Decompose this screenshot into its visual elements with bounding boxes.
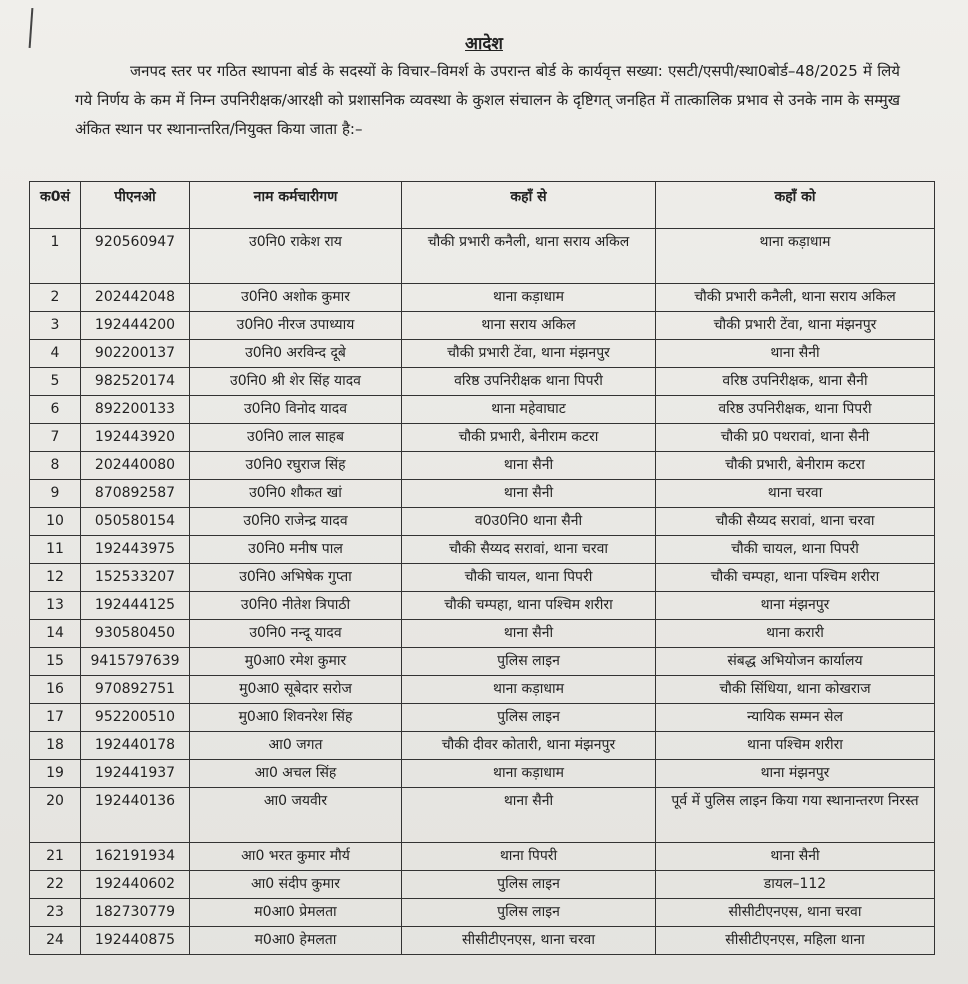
pno-cell: 152533207	[81, 564, 190, 592]
serial-cell: 12	[30, 564, 81, 592]
to-location-cell: चौकी प्र0 पथरावां, थाना सैनी	[656, 424, 935, 452]
table-row	[30, 480, 935, 508]
to-location-cell: चौकी सैय्यद सरावां, थाना चरवा	[656, 508, 935, 536]
from-location-cell: वरिष्ठ उपनिरीक्षक थाना पिपरी	[402, 368, 656, 396]
pno-cell: 982520174	[81, 368, 190, 396]
to-location-cell: थाना कड़ाधाम	[656, 229, 935, 284]
table-row	[30, 508, 935, 536]
to-location-cell: थाना सैनी	[656, 340, 935, 368]
employee-name-cell: आ0 अचल सिंह	[190, 760, 402, 788]
employee-name-cell: उ0नि0 अरविन्द दूबे	[190, 340, 402, 368]
employee-name-cell: उ0नि0 रघुराज सिंह	[190, 452, 402, 480]
header-from: कहाँ से	[402, 182, 656, 229]
to-location-cell: चौकी प्रभारी, बेनीराम कटरा	[656, 452, 935, 480]
serial-cell: 5	[30, 368, 81, 396]
employee-name-cell: उ0नि0 श्री शेर सिंह यादव	[190, 368, 402, 396]
to-location-cell: थाना मंझनपुर	[656, 592, 935, 620]
transfer-table	[29, 181, 935, 955]
serial-cell: 19	[30, 760, 81, 788]
to-location-cell: संबद्ध अभियोजन कार्यालय	[656, 648, 935, 676]
table-row	[30, 676, 935, 704]
pno-cell: 192440178	[81, 732, 190, 760]
table-row	[30, 927, 935, 955]
from-location-cell: चौकी प्रभारी, बेनीराम कटरा	[402, 424, 656, 452]
serial-cell: 14	[30, 620, 81, 648]
table-row	[30, 704, 935, 732]
serial-cell: 23	[30, 899, 81, 927]
from-location-cell: चौकी चायल, थाना पिपरी	[402, 564, 656, 592]
serial-cell: 17	[30, 704, 81, 732]
pno-cell: 952200510	[81, 704, 190, 732]
pno-cell: 192440875	[81, 927, 190, 955]
table-row	[30, 760, 935, 788]
employee-name-cell: उ0नि0 राकेश राय	[190, 229, 402, 284]
to-location-cell: पूर्व में पुलिस लाइन किया गया स्थानान्तरण निरस्त	[656, 788, 935, 843]
from-location-cell: पुलिस लाइन	[402, 704, 656, 732]
serial-cell: 22	[30, 871, 81, 899]
serial-cell: 16	[30, 676, 81, 704]
to-location-cell: थाना मंझनपुर	[656, 760, 935, 788]
table-header-row	[30, 182, 935, 229]
table-row	[30, 229, 935, 284]
pno-cell: 970892751	[81, 676, 190, 704]
to-location-cell: वरिष्ठ उपनिरीक्षक, थाना सैनी	[656, 368, 935, 396]
pno-cell: 192444125	[81, 592, 190, 620]
pno-cell: 930580450	[81, 620, 190, 648]
pno-cell: 192440602	[81, 871, 190, 899]
employee-name-cell: उ0नि0 नन्दू यादव	[190, 620, 402, 648]
to-location-cell: थाना सैनी	[656, 843, 935, 871]
to-location-cell: थाना करारी	[656, 620, 935, 648]
order-title: आदेश	[465, 34, 503, 54]
employee-name-cell: मु0आ0 रमेश कुमार	[190, 648, 402, 676]
employee-name-cell: आ0 भरत कुमार मौर्य	[190, 843, 402, 871]
table-row	[30, 843, 935, 871]
table-row	[30, 452, 935, 480]
from-location-cell: थाना महेवाघाट	[402, 396, 656, 424]
serial-cell: 24	[30, 927, 81, 955]
employee-name-cell: आ0 जगत	[190, 732, 402, 760]
serial-cell: 4	[30, 340, 81, 368]
table-body	[30, 229, 935, 955]
serial-cell: 2	[30, 284, 81, 312]
to-location-cell: थाना पश्चिम शरीरा	[656, 732, 935, 760]
from-location-cell: थाना सैनी	[402, 452, 656, 480]
employee-name-cell: म0आ0 प्रेमलता	[190, 899, 402, 927]
from-location-cell: थाना कड़ाधाम	[402, 760, 656, 788]
pno-cell: 192440136	[81, 788, 190, 843]
employee-name-cell: उ0नि0 विनोद यादव	[190, 396, 402, 424]
pno-cell: 162191934	[81, 843, 190, 871]
employee-name-cell: उ0नि0 राजेन्द्र यादव	[190, 508, 402, 536]
table-row	[30, 620, 935, 648]
table-row	[30, 564, 935, 592]
table-row	[30, 788, 935, 843]
table-row	[30, 732, 935, 760]
from-location-cell: पुलिस लाइन	[402, 648, 656, 676]
to-location-cell: डायल–112	[656, 871, 935, 899]
table-row	[30, 536, 935, 564]
table-row	[30, 899, 935, 927]
pno-cell: 892200133	[81, 396, 190, 424]
serial-cell: 15	[30, 648, 81, 676]
serial-cell: 7	[30, 424, 81, 452]
pno-cell: 192443920	[81, 424, 190, 452]
from-location-cell: व0उ0नि0 थाना सैनी	[402, 508, 656, 536]
from-location-cell: थाना कड़ाधाम	[402, 284, 656, 312]
from-location-cell: चौकी चम्पहा, थाना पश्चिम शरीरा	[402, 592, 656, 620]
serial-cell: 21	[30, 843, 81, 871]
employee-name-cell: उ0नि0 नीरज उपाध्याय	[190, 312, 402, 340]
serial-cell: 13	[30, 592, 81, 620]
table-row	[30, 424, 935, 452]
employee-name-cell: उ0नि0 शौकत खां	[190, 480, 402, 508]
serial-cell: 9	[30, 480, 81, 508]
from-location-cell: पुलिस लाइन	[402, 871, 656, 899]
to-location-cell: चौकी प्रभारी टेंवा, थाना मंझनपुर	[656, 312, 935, 340]
to-location-cell: चौकी प्रभारी कनैली, थाना सराय अकिल	[656, 284, 935, 312]
employee-name-cell: मु0आ0 शिवनरेश सिंह	[190, 704, 402, 732]
table-row	[30, 592, 935, 620]
table-row	[30, 396, 935, 424]
from-location-cell: थाना कड़ाधाम	[402, 676, 656, 704]
pno-cell: 870892587	[81, 480, 190, 508]
from-location-cell: पुलिस लाइन	[402, 899, 656, 927]
from-location-cell: थाना पिपरी	[402, 843, 656, 871]
serial-cell: 6	[30, 396, 81, 424]
to-location-cell: चौकी चम्पहा, थाना पश्चिम शरीरा	[656, 564, 935, 592]
serial-cell: 18	[30, 732, 81, 760]
serial-cell: 11	[30, 536, 81, 564]
header-serial: क0सं	[30, 182, 81, 229]
from-location-cell: चौकी दीवर कोतारी, थाना मंझनपुर	[402, 732, 656, 760]
employee-name-cell: उ0नि0 अभिषेक गुप्ता	[190, 564, 402, 592]
from-location-cell: चौकी सैय्यद सरावां, थाना चरवा	[402, 536, 656, 564]
to-location-cell: सीसीटीएनएस, थाना चरवा	[656, 899, 935, 927]
table-row	[30, 284, 935, 312]
serial-cell: 20	[30, 788, 81, 843]
employee-name-cell: उ0नि0 लाल साहब	[190, 424, 402, 452]
table-row	[30, 871, 935, 899]
table-row	[30, 648, 935, 676]
pno-cell: 050580154	[81, 508, 190, 536]
serial-cell: 10	[30, 508, 81, 536]
pno-cell: 902200137	[81, 340, 190, 368]
header-to: कहाँ को	[656, 182, 935, 229]
employee-name-cell: उ0नि0 अशोक कुमार	[190, 284, 402, 312]
serial-cell: 8	[30, 452, 81, 480]
table-row	[30, 312, 935, 340]
to-location-cell: सीसीटीएनएस, महिला थाना	[656, 927, 935, 955]
serial-cell: 1	[30, 229, 81, 284]
table-row	[30, 368, 935, 396]
table-row	[30, 340, 935, 368]
header-name: नाम कर्मचारीगण	[190, 182, 402, 229]
to-location-cell: चौकी चायल, थाना पिपरी	[656, 536, 935, 564]
pno-cell: 192441937	[81, 760, 190, 788]
from-location-cell: थाना सैनी	[402, 788, 656, 843]
employee-name-cell: आ0 संदीप कुमार	[190, 871, 402, 899]
from-location-cell: सीसीटीएनएस, थाना चरवा	[402, 927, 656, 955]
from-location-cell: थाना सैनी	[402, 620, 656, 648]
to-location-cell: चौकी सिंधिया, थाना कोखराज	[656, 676, 935, 704]
pno-cell: 202442048	[81, 284, 190, 312]
from-location-cell: थाना सराय अकिल	[402, 312, 656, 340]
pno-cell: 192443975	[81, 536, 190, 564]
header-pno: पीएनओ	[81, 182, 190, 229]
employee-name-cell: म0आ0 हेमलता	[190, 927, 402, 955]
pno-cell: 192444200	[81, 312, 190, 340]
employee-name-cell: उ0नि0 नीतेश त्रिपाठी	[190, 592, 402, 620]
serial-cell: 3	[30, 312, 81, 340]
pno-cell: 920560947	[81, 229, 190, 284]
to-location-cell: न्यायिक सम्मन सेल	[656, 704, 935, 732]
from-location-cell: चौकी प्रभारी टेंवा, थाना मंझनपुर	[402, 340, 656, 368]
to-location-cell: थाना चरवा	[656, 480, 935, 508]
order-intro-paragraph: जनपद स्तर पर गठित स्थापना बोर्ड के सदस्यों के विचार–विमर्श के उपरान्त बोर्ड के कार्यवृत्त सख्या: एसटी/एसपी/स्था0बोर्ड–48/2025 में लिये गये निर्णय के कम में निम्न उपनिरीक्षक/आरक्षी को प्रशासनिक व्यवस्था के कुशल संचालन के दृष्टिगत् जनहित में तात्कालिक प्रभाव से उनके नाम के सम्मुख अंकित स्थान पर स्थानान्तरित/नियुक्त किया जाता है:–	[75, 62, 900, 138]
employee-name-cell: मु0आ0 सूबेदार सरोज	[190, 676, 402, 704]
employee-name-cell: उ0नि0 मनीष पाल	[190, 536, 402, 564]
pno-cell: 202440080	[81, 452, 190, 480]
pno-cell: 182730779	[81, 899, 190, 927]
pno-cell: 9415797639	[81, 648, 190, 676]
from-location-cell: चौकी प्रभारी कनैली, थाना सराय अकिल	[402, 229, 656, 284]
to-location-cell: वरिष्ठ उपनिरीक्षक, थाना पिपरी	[656, 396, 935, 424]
from-location-cell: थाना सैनी	[402, 480, 656, 508]
employee-name-cell: आ0 जयवीर	[190, 788, 402, 843]
